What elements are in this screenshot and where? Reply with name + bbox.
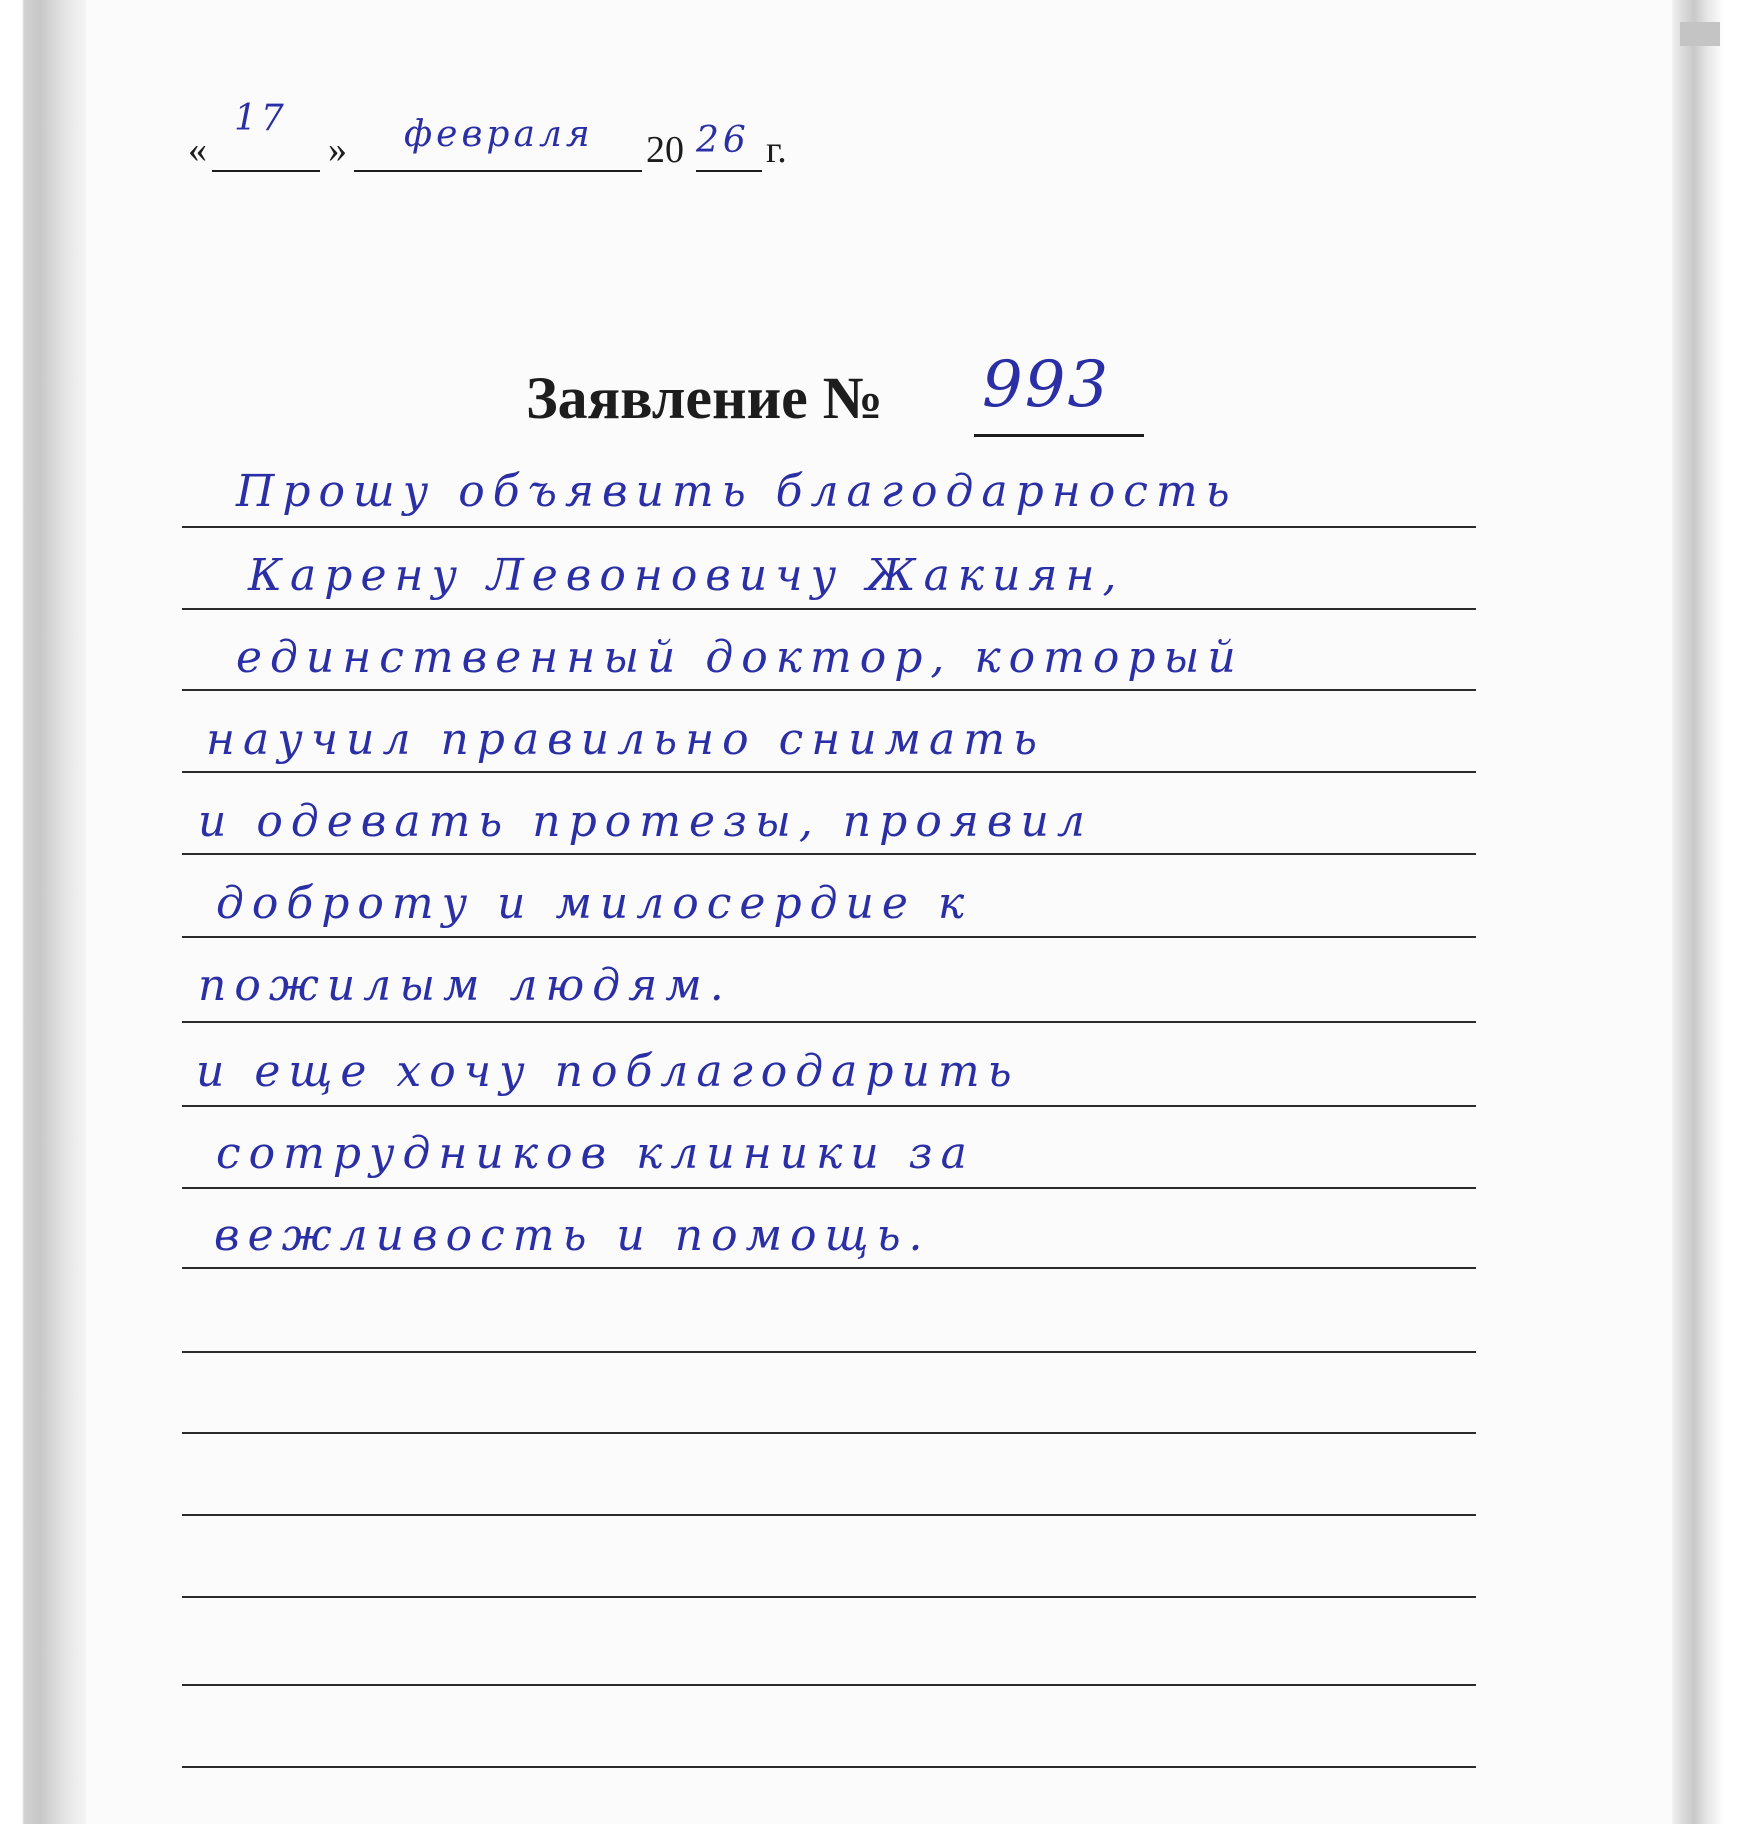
ruled-line (182, 853, 1476, 855)
ruled-line (182, 1596, 1476, 1598)
right-corner-mark (1680, 22, 1720, 46)
ruled-line (182, 1105, 1476, 1107)
date-year-underline (696, 170, 762, 172)
handwritten-line: единственный доктор, который (236, 632, 1244, 683)
ruled-line (182, 936, 1476, 938)
ruled-line (182, 1351, 1476, 1353)
right-binding-shadow (1672, 0, 1744, 1824)
ruled-line (182, 1766, 1476, 1768)
year-suffix: г. (766, 129, 787, 171)
ruled-line (182, 771, 1476, 773)
handwritten-line: доброту и милосердие к (216, 878, 973, 929)
date-quote-open: « (188, 129, 207, 171)
handwritten-day: 17 (234, 98, 288, 139)
year-prefix: 20 (646, 129, 684, 171)
ruled-line (182, 689, 1476, 691)
handwritten-month: февраля (404, 114, 594, 155)
handwritten-line: и одевать протезы, проявил (198, 796, 1093, 847)
handwritten-line: и еще хочу поблагодарить (196, 1046, 1020, 1097)
ruled-line (182, 1267, 1476, 1269)
handwritten-line: Карену Левоновичу Жакиян, (248, 550, 1125, 601)
handwritten-year: 26 (696, 120, 750, 161)
ruled-line (182, 608, 1476, 610)
title-text: Заявление № (526, 365, 884, 431)
title-number-underline (974, 434, 1144, 437)
date-month-underline (354, 170, 642, 172)
handwritten-line: сотрудников клиники за (216, 1128, 975, 1179)
ruled-line (182, 1187, 1476, 1189)
handwritten-line: Прошу объявить благодарность (236, 466, 1238, 517)
handwritten-line: научил правильно снимать (206, 714, 1045, 765)
left-binding-shadow (0, 0, 90, 1824)
handwritten-line: вежливость и помощь. (214, 1210, 931, 1261)
ruled-line (182, 1684, 1476, 1686)
ruled-line (182, 1432, 1476, 1434)
date-day-underline (212, 170, 320, 172)
date-quote-close: » (328, 129, 347, 171)
ruled-line (182, 1514, 1476, 1516)
handwritten-number: 993 (982, 348, 1111, 422)
ruled-line (182, 526, 1476, 528)
ruled-line (182, 1021, 1476, 1023)
handwritten-line: пожилым людям. (198, 960, 732, 1011)
